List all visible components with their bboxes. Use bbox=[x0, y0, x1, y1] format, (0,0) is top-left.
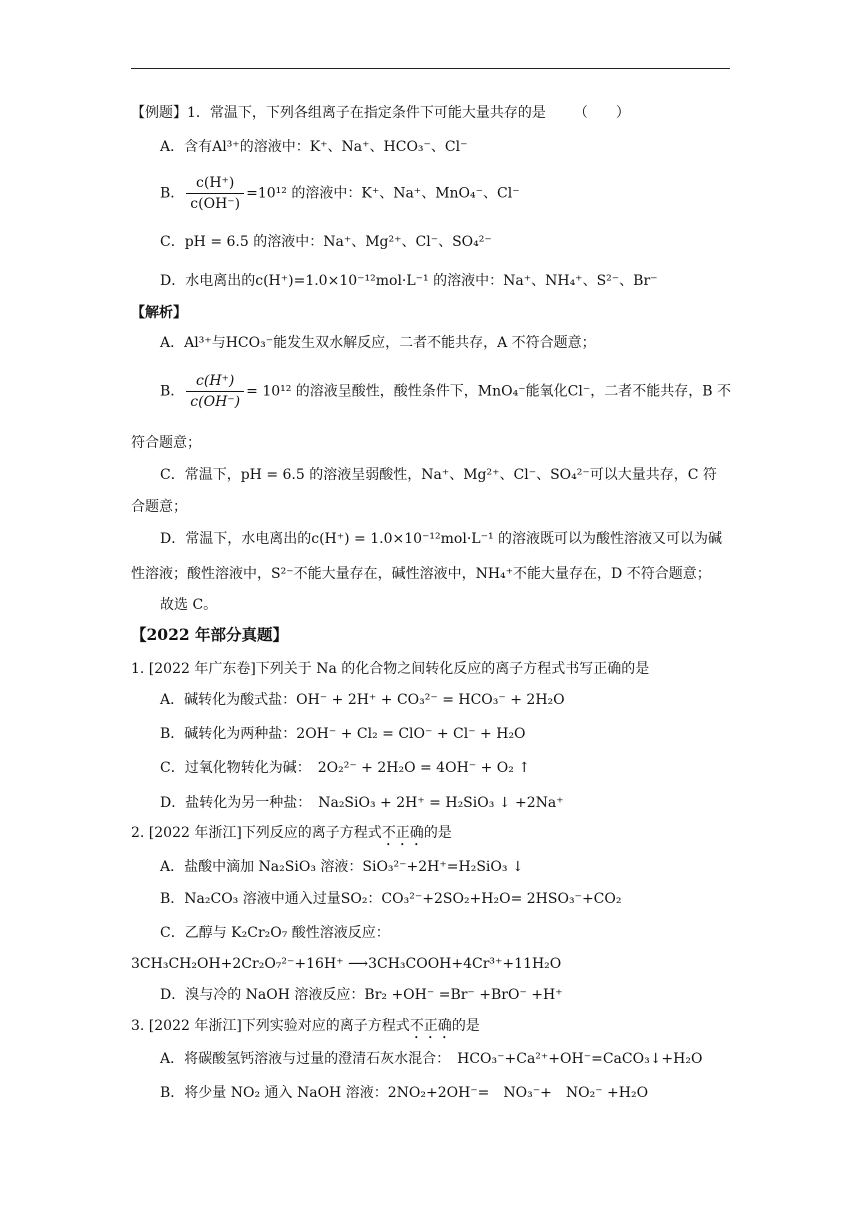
analysis-d-line2: 性溶液；酸性溶液中，S²⁻不能大量存在，碱性溶液中，NH₄⁺不能大量存在，D 不符合题意； bbox=[131, 566, 711, 582]
q1-option-b: B．碱转化为两种盐：2OH⁻ + Cl₂ = ClO⁻ + Cl⁻ + H₂O bbox=[160, 726, 526, 742]
q3-stem-emphasis: 不正确 bbox=[409, 1018, 452, 1034]
example-option-d: D．水电离出的c(H⁺)=1.0×10⁻¹²mol·L⁻¹ 的溶液中：Na⁺、NH₄⁺、S²⁻、Br⁻ bbox=[160, 273, 658, 289]
q3-stem bbox=[131, 1016, 480, 1042]
section-heading: 【2022 年部分真题】 bbox=[131, 625, 289, 644]
analysis-heading: 【解析】 bbox=[131, 305, 187, 321]
fraction-denominator: c(OH⁻) bbox=[190, 394, 241, 410]
fraction-numerator: c(H⁺) bbox=[186, 371, 244, 392]
analysis-b-label: B． bbox=[160, 383, 185, 400]
analysis-answer: 故选 C。 bbox=[160, 597, 218, 613]
q1-stem: 1. [2022 年广东卷]下列关于 Na 的化合物之间转化反应的离子方程式书写正确的是 bbox=[131, 661, 650, 677]
q2-stem-post: 的是 bbox=[423, 825, 452, 841]
q1-option-c: C．过氧化物转化为碱： 2O₂²⁻ + 2H₂O = 4OH⁻ + O₂ ↑ bbox=[160, 760, 531, 776]
q3-option-a: A．将碳酸氢钙溶液与过量的澄清石灰水混合： HCO₃⁻+Ca²⁺+OH⁻=CaCO₃↓+H₂O bbox=[160, 1051, 703, 1067]
q2-stem bbox=[131, 823, 452, 849]
q1-option-d: D．盐转化为另一种盐： Na₂SiO₃ + 2H⁺ = H₂SiO₃ ↓ +2Na⁺ bbox=[160, 795, 564, 811]
example-option-b bbox=[160, 173, 520, 214]
analysis-b-text: = 10¹² 的溶液呈酸性，酸性条件下，MnO₄⁻能氧化Cl⁻，二者不能共存，B 不 bbox=[246, 383, 731, 400]
q2-option-a: A．盐酸中滴加 Na₂SiO₃ 溶液：SiO₃²⁻+2H⁺=H₂SiO₃ ↓ bbox=[160, 859, 524, 875]
q2-option-c: C．乙醇与 K₂Cr₂O₇ 酸性溶液反应： bbox=[160, 925, 390, 941]
option-b-label: B． bbox=[160, 185, 185, 202]
ratio-fraction bbox=[186, 173, 244, 214]
q2-option-c-equation: 3CH₃CH₂OH+2Cr₂O₇²⁻+16H⁺ ⟶3CH₃COOH+4Cr³⁺+11H₂O bbox=[131, 956, 562, 972]
q3-stem-post: 的是 bbox=[451, 1018, 480, 1034]
fraction-denominator: c(OH⁻) bbox=[190, 196, 241, 212]
q2-stem-pre: 2. [2022 年浙江]下列反应的离子方程式 bbox=[131, 825, 382, 841]
example-heading bbox=[131, 103, 630, 123]
q3-stem-pre: 3. [2022 年浙江]下列实验对应的离子方程式 bbox=[131, 1018, 410, 1034]
answer-paren: （ ） bbox=[573, 105, 630, 121]
example-option-a: A．含有Al³⁺的溶液中：K⁺、Na⁺、HCO₃⁻、Cl⁻ bbox=[160, 139, 468, 155]
analysis-b-continued: 符合题意； bbox=[131, 435, 201, 451]
q3-option-b: B．将少量 NO₂ 通入 NaOH 溶液：2NO₂+2OH⁻= NO₃⁻+ NO₂⁻ +H₂O bbox=[160, 1085, 649, 1101]
analysis-b bbox=[160, 371, 731, 412]
example-option-c: C．pH = 6.5 的溶液中：Na⁺、Mg²⁺、Cl⁻、SO₄²⁻ bbox=[160, 234, 492, 250]
analysis-a: A．Al³⁺与HCO₃⁻能发生双水解反应，二者不能共存，A 不符合题意； bbox=[160, 335, 596, 351]
q1-option-a: A．碱转化为酸式盐：OH⁻ + 2H⁺ + CO₃²⁻ = HCO₃⁻ + 2H₂O bbox=[160, 692, 565, 708]
analysis-c-line1: C．常温下，pH = 6.5 的溶液呈弱酸性，Na⁺、Mg²⁺、Cl⁻、SO₄²⁻可以大量共存，C 符 bbox=[160, 467, 717, 483]
fraction-numerator: c(H⁺) bbox=[186, 173, 244, 194]
q2-stem-emphasis: 不正确 bbox=[381, 825, 424, 841]
analysis-ratio-fraction bbox=[186, 371, 244, 412]
analysis-c-line2: 合题意； bbox=[131, 499, 187, 515]
header-rule bbox=[131, 68, 730, 69]
example-stem: 【例题】1．常温下，下列各组离子在指定条件下可能大量共存的是 bbox=[131, 105, 546, 121]
q2-option-d: D．溴与冷的 NaOH 溶液反应：Br₂ +OH⁻ =Br⁻ +BrO⁻ +H⁺ bbox=[160, 987, 563, 1003]
q2-option-b: B．Na₂CO₃ 溶液中通入过量SO₂：CO₃²⁻+2SO₂+H₂O= 2HSO₃⁻+CO₂ bbox=[160, 891, 622, 907]
analysis-d-line1: D．常温下，水电离出的c(H⁺) = 1.0×10⁻¹²mol·L⁻¹ 的溶液既可以为酸性溶液又可以为碱 bbox=[160, 531, 723, 547]
option-b-text: =10¹² 的溶液中：K⁺、Na⁺、MnO₄⁻、Cl⁻ bbox=[246, 185, 520, 202]
